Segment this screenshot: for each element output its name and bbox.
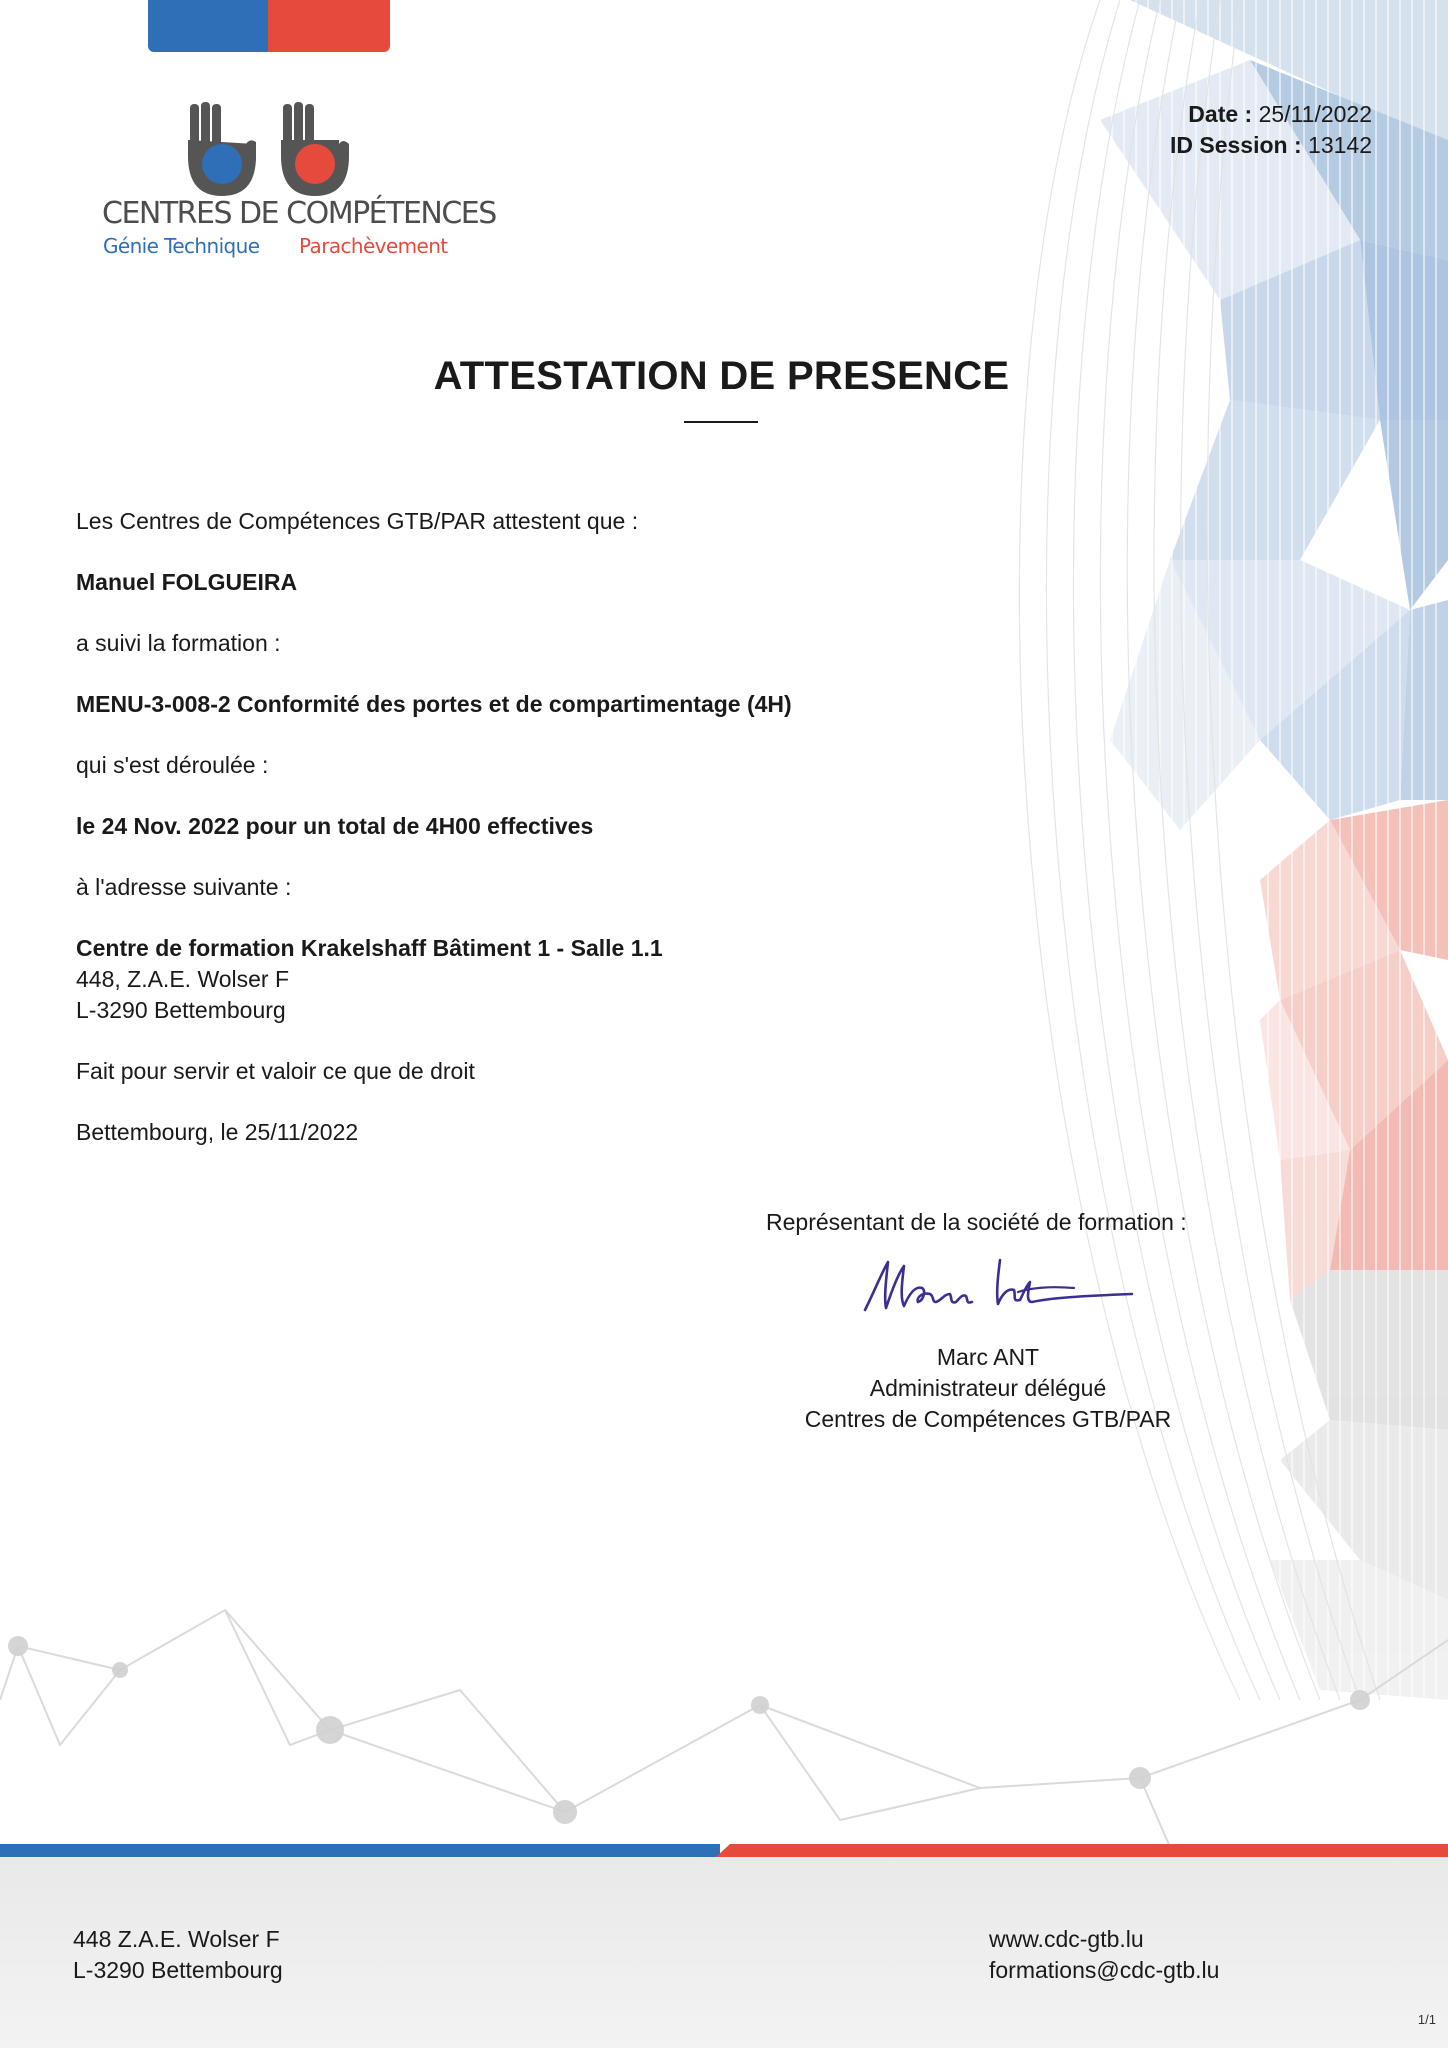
session-label: ID Session : <box>1169 132 1302 158</box>
footer-address-line1: 448 Z.A.E. Wolser F <box>73 1926 280 1952</box>
flag-red <box>268 0 390 52</box>
session-value: 13142 <box>1308 132 1372 158</box>
footer-address-line2: L-3290 Bettembourg <box>73 1957 283 1983</box>
date-label: Date : <box>1188 101 1253 127</box>
venue-city: L-3290 Bettembourg <box>76 997 286 1023</box>
session-line <box>1170 130 1372 161</box>
date-line <box>1170 99 1372 130</box>
logo-hand-red-icon <box>281 102 349 196</box>
logo-hand-blue-icon <box>188 102 256 196</box>
signatory-role: Administrateur délégué <box>869 1375 1107 1401</box>
venue-name: Centre de formation Krakelshaff Bâtiment 1 - Salle 1.1 <box>76 935 663 961</box>
signatory-name: Marc ANT <box>936 1344 1040 1370</box>
footer-stripe-red <box>716 1844 1448 1857</box>
course-title: MENU-3-008-2 Conformité des portes et de compartimentage (4H) <box>76 691 792 717</box>
page-number: 1/1 <box>1417 2012 1436 2027</box>
closing-text: Fait pour servir et valoir ce que de droit <box>76 1058 475 1084</box>
footer-address <box>73 1924 283 1986</box>
footer-contact <box>989 1924 1219 1986</box>
date-value: 25/11/2022 <box>1258 101 1372 127</box>
address-intro: à l'adresse suivante : <box>76 874 292 900</box>
participant-name: Manuel FOLGUEIRA <box>76 569 298 595</box>
course-date-duration: le 24 Nov. 2022 pour un total de 4H00 effectives <box>76 813 594 839</box>
logo-division-parachevement: Parachèvement <box>299 234 448 258</box>
flag-blue <box>148 0 268 52</box>
followed-text: a suivi la formation : <box>76 630 281 656</box>
document-meta <box>1170 99 1372 161</box>
footer-email-link[interactable]: formations@cdc-gtb.lu <box>989 1957 1220 1983</box>
intro-text: Les Centres de Compétences GTB/PAR attestent que : <box>76 508 639 534</box>
venue-street: 448, Z.A.E. Wolser F <box>76 966 290 992</box>
brand-flag-bar <box>148 0 390 52</box>
footer-stripe-blue <box>0 1844 720 1857</box>
logo-division-genie-technique: Génie Technique <box>103 234 260 258</box>
page-title: ATTESTATION DE PRESENCE <box>433 354 1010 398</box>
signatory-organization: Centres de Compétences GTB/PAR <box>804 1406 1172 1432</box>
took-place-text: qui s'est déroulée : <box>76 752 269 778</box>
handwritten-signature <box>860 1252 1140 1320</box>
footer-website-link[interactable]: www.cdc-gtb.lu <box>989 1926 1144 1952</box>
signature-heading: Représentant de la société de formation : <box>766 1209 1187 1235</box>
title-underline <box>684 421 758 423</box>
logo-wordmark: CENTRES DE COMPÉTENCES <box>102 196 496 231</box>
place-and-date: Bettembourg, le 25/11/2022 <box>76 1119 359 1145</box>
